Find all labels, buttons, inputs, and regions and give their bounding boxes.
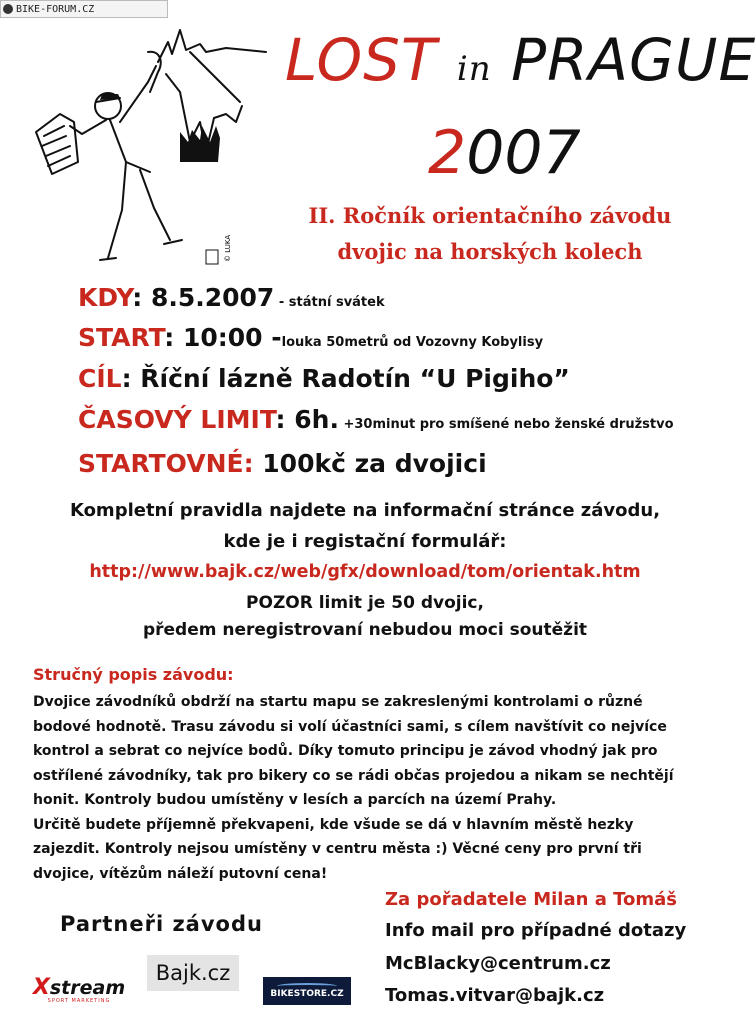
info-fee	[78, 449, 487, 478]
title-in: in	[456, 49, 492, 89]
cyclist-illustration	[30, 22, 270, 274]
info-value: : 10:00 -	[164, 323, 282, 352]
description-line: kontrol a sebrat co nejvíce bodů. Díky tomuto principu je závod vhodný jak pro	[33, 743, 658, 759]
info-value: : Říční lázně Radotín “U Pigiho”	[121, 364, 570, 393]
description-heading: Stručný popis závodu:	[33, 665, 234, 684]
partners-heading: Partneři závodu	[60, 912, 263, 936]
description-line: bodové hodnotě. Trasu závodu si volí účastníci sami, s cílem navštívit co nejvíce	[33, 718, 667, 735]
info-value: 100kč za dvojici	[253, 449, 487, 478]
info-value: : 6h.	[275, 405, 339, 434]
bajk-logo	[147, 955, 239, 991]
bikestore-logo-text: BIKESTORE.CZ	[270, 989, 344, 999]
rules-line: Kompletní pravidla najdete na informační stránce závodu,	[69, 500, 661, 521]
email-link-tomas[interactable]: Tomas.vitvar@bajk.cz	[385, 985, 605, 1006]
xstream-name: stream	[49, 977, 126, 999]
organizers-line: Za pořadatele Milan a Tomáš	[385, 889, 677, 910]
description-line: Dvojice závodníků obdrží na startu mapu se zakreslenými kontrolami o různé	[33, 694, 643, 710]
event-subtitle	[255, 198, 725, 270]
site-watermark	[0, 0, 168, 18]
xstream-x: X	[32, 975, 50, 1000]
bajk-logo-text: Bajk.cz	[155, 961, 231, 985]
description-body	[33, 690, 730, 886]
info-key: CÍL	[78, 364, 122, 393]
title-prague: PRAGUE	[511, 26, 756, 94]
description-line: zajezdit. Kontroly nejsou umístěny v centru města :) Věcné ceny pro první tři	[33, 841, 642, 857]
artist-signature: © LUKA	[224, 234, 232, 262]
description-line: honit. Kontroly budou umístěny v lesích a parcích na území Prahy.	[33, 792, 557, 808]
registration-form-line: kde je i registační formulář:	[223, 531, 507, 552]
description-line: ostřílené závodníky, tak pro bikery co se rádi občas projedou a nikam se nechtějí	[33, 767, 674, 784]
info-key: KDY	[78, 283, 133, 312]
info-mail-line: Info mail pro případné dotazy	[385, 920, 687, 941]
info-key: ČASOVÝ LIMIT	[78, 405, 276, 434]
bikestore-logo	[263, 977, 351, 1005]
xstream-logo	[32, 975, 126, 1007]
info-finish	[78, 364, 570, 393]
xstream-tagline: SPORT MARKETING	[47, 998, 111, 1004]
year-first-digit: 2	[428, 118, 467, 188]
info-value: : 8.5.2007	[132, 283, 275, 312]
description-line: dvojice, vítězům náleží putovní cena!	[33, 865, 328, 882]
info-note: louka 50metrů od Vozovny Kobylisy	[281, 335, 544, 350]
year-rest: 007	[466, 118, 581, 188]
unregistered-note: předem neregistrovaní nebudou moci soutěžit	[142, 620, 588, 640]
info-note: - státní svátek	[274, 295, 385, 310]
info-start	[78, 323, 543, 352]
info-note: +30minut pro smíšené nebo ženské družstvo	[338, 417, 674, 432]
limit-warning: POZOR limit je 50 dvojic,	[246, 593, 484, 613]
info-key: STARTOVNÉ:	[78, 449, 254, 478]
globe-icon	[3, 4, 13, 14]
poster-year	[428, 118, 581, 188]
subtitle-line-2: dvojic na horských kolech	[337, 239, 643, 264]
info-key: START	[78, 323, 165, 352]
email-link-milan[interactable]: McBlacky@centrum.cz	[385, 953, 611, 974]
title-lost: LOST	[285, 26, 438, 94]
watermark-text: BIKE-FORUM.CZ	[16, 3, 95, 15]
info-time-limit	[78, 405, 674, 434]
registration-url-link[interactable]: http://www.bajk.cz/web/gfx/download/tom/orientak.htm	[89, 562, 641, 582]
subtitle-line-1: II. Ročník orientačního závodu	[308, 203, 672, 228]
info-when	[78, 283, 385, 312]
poster-title	[285, 26, 756, 94]
description-line: Určitě budete příjemně překvapeni, kde všude se dá v hlavním městě hezky	[33, 816, 634, 833]
